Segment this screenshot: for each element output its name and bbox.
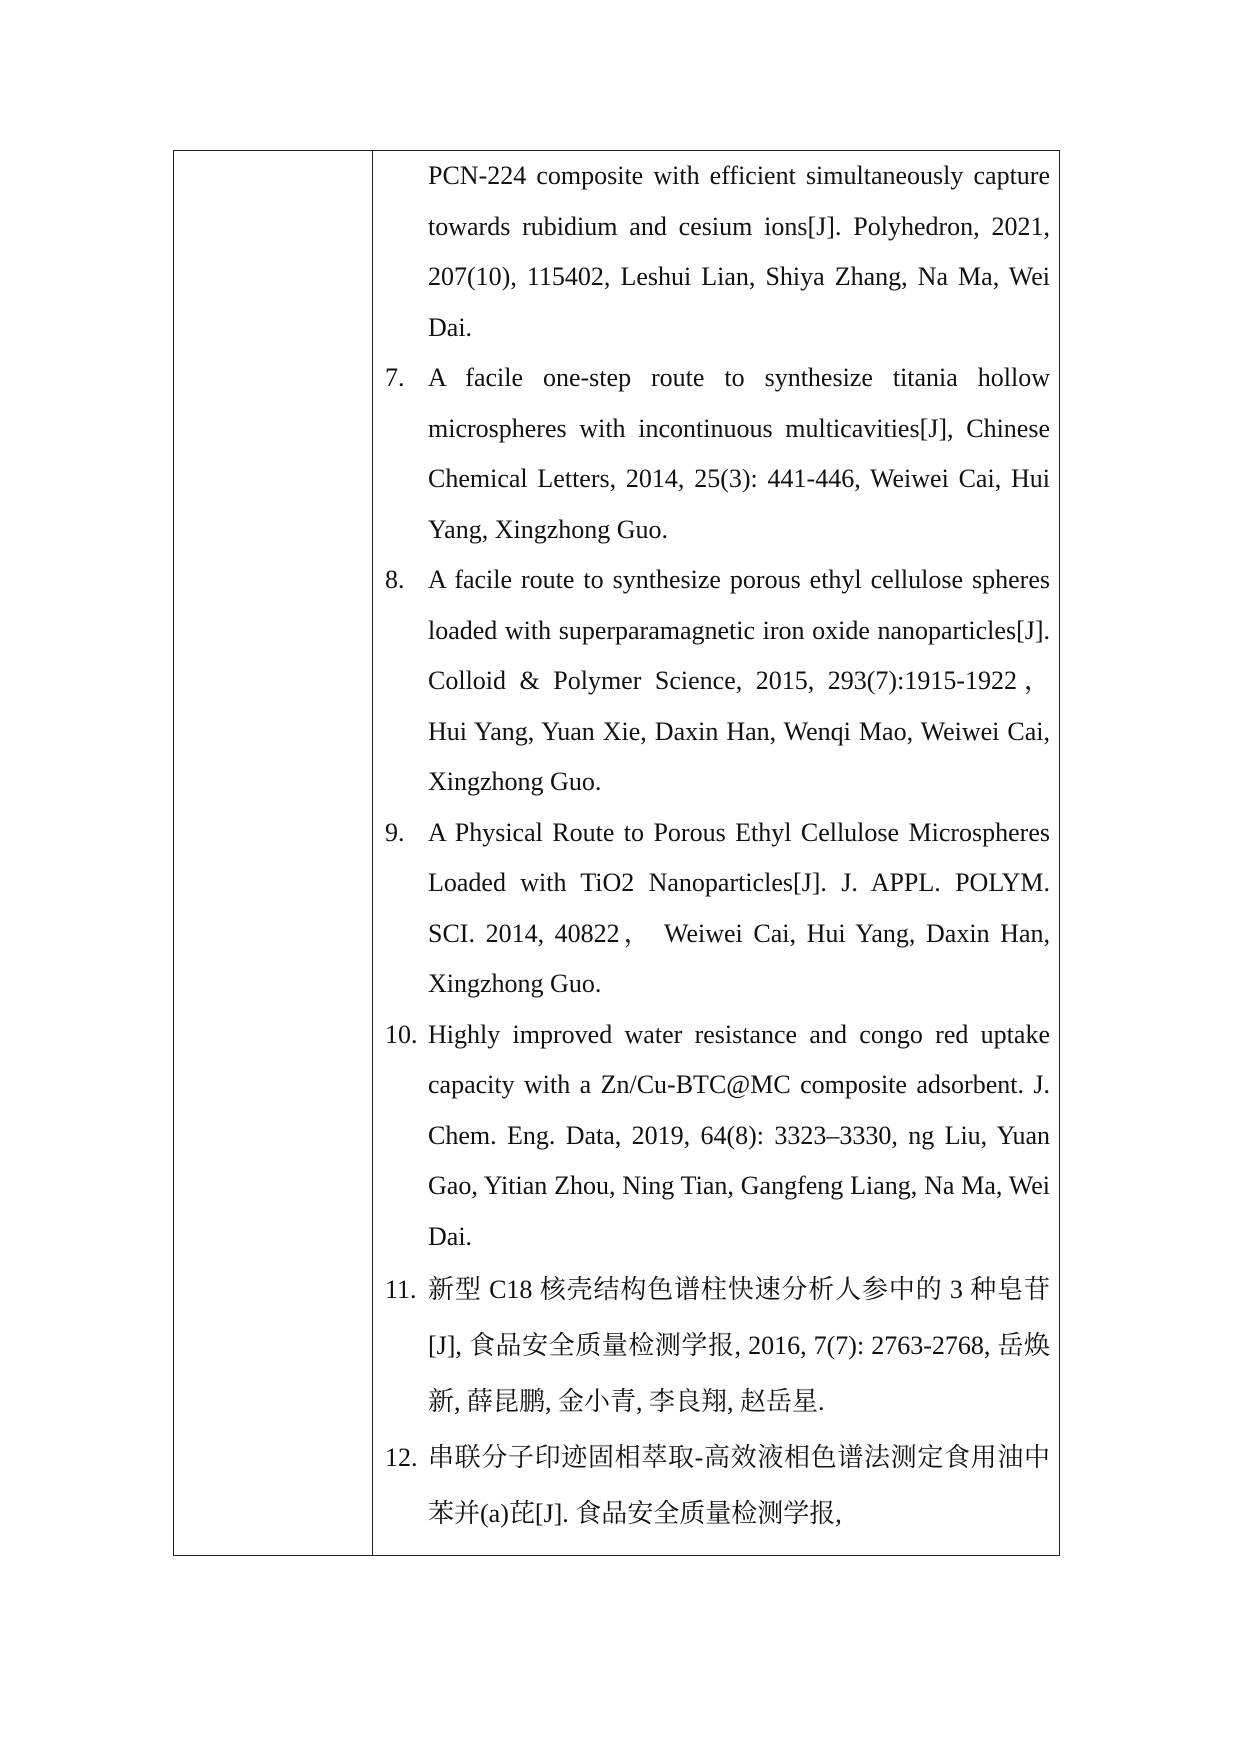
- reference-text: A facile one-step route to synthesize titania hollow microspheres with incontinuous multicavities[J], Chinese Chemical Letters, 2014, 25(3): 441-446, Weiwei Cai, Hui Yang, Xingzhong Guo.: [428, 363, 1050, 544]
- reference-number: 8.: [385, 565, 405, 594]
- reference-text: PCN-224 composite with efficient simultaneously capture towards rubidium and cesium ions[J]. Polyhedron, 2021, 207(10), 115402, Leshui Lian, Shiya Zhang, Na Ma, Wei Dai.: [428, 161, 1050, 342]
- reference-item-8: [374, 555, 1059, 808]
- table-left-cell: [174, 151, 372, 1555]
- reference-list: [374, 151, 1059, 1542]
- reference-item-11: [374, 1262, 1059, 1430]
- reference-number: 7.: [385, 363, 405, 392]
- reference-item-12: [374, 1430, 1059, 1542]
- reference-number: 9.: [385, 817, 405, 847]
- reference-number: 11.: [385, 1275, 417, 1304]
- column-divider: [372, 151, 373, 1555]
- reference-number: 12.: [385, 1443, 418, 1472]
- reference-text: A Physical Route to Porous Ethyl Cellulose Microspheres Loaded with TiO2 Nanoparticles[J]. J. APPL. POLYM. SCI. 2014, 40822， Weiwei Cai, Hui Yang, Daxin Han, Xingzhong Guo.: [428, 817, 1050, 998]
- reference-text: A facile route to synthesize porous ethyl cellulose spheres loaded with superparamagnetic iron oxide nanoparticles[J]. Colloid & Polymer Science, 2015, 293(7):1915-1922， Hui Yang, Yuan Xie, Daxin Han, Wenqi Mao, Weiwei Cai, Xingzhong Guo.: [428, 565, 1050, 796]
- reference-table: [173, 150, 1060, 1556]
- table-right-cell: [374, 151, 1059, 1555]
- reference-item-9: [374, 808, 1059, 1010]
- reference-number: 10.: [385, 1019, 418, 1049]
- reference-item-continued: [374, 151, 1059, 353]
- reference-text: Highly improved water resistance and congo red uptake capacity with a Zn/Cu-BTC@MC composite adsorbent. J. Chem. Eng. Data, 2019, 64(8): 3323–3330, ng Liu, Yuan Gao, Yitian Zhou, Ning Tian, Gangfeng Liang, Na Ma, Wei Dai.: [428, 1019, 1050, 1251]
- reference-item-7: [374, 353, 1059, 555]
- reference-item-10: [374, 1010, 1059, 1263]
- reference-text: 新型 C18 核壳结构色谱柱快速分析人参中的 3 种皂苷[J], 食品安全质量检测学报, 2016, 7(7): 2763-2768, 岳焕新, 薛昆鹏, 金小青, 李良翔, 赵岳星.: [428, 1275, 1050, 1416]
- reference-text: 串联分子印迹固相萃取-高效液相色谱法测定食用油中苯并(a)芘[J]. 食品安全质量检测学报,: [428, 1443, 1050, 1528]
